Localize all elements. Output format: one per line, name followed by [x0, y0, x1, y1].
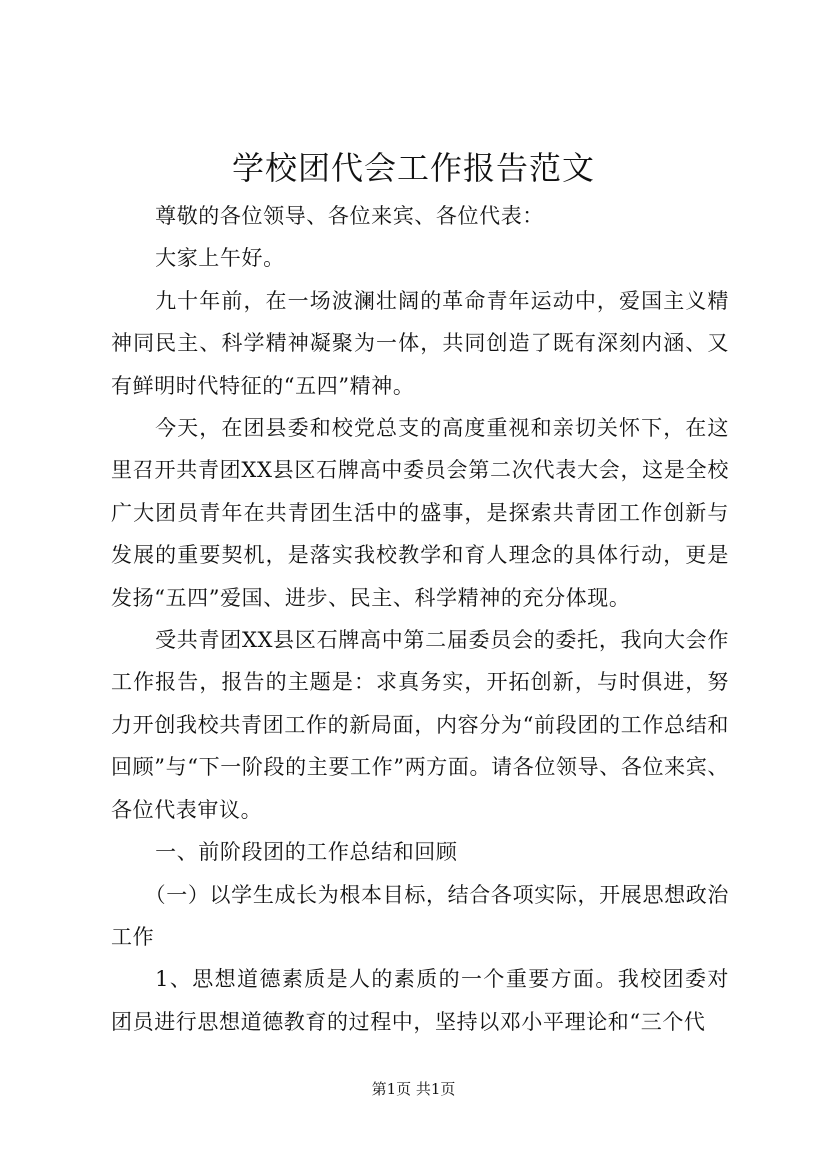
subsection-heading: （一）以学生成长为根本目标，结合各项实际，开展思想政治工作: [111, 882, 729, 949]
paragraph: 受共青团XX县区石牌高中第二届委员会的委托，我向大会作工作报告，报告的主题是：求真务实，开拓创新，与时俱进，努力开创我校共青团工作的新局面，内容分为“前段团的工作总结和回顾”与“下一阶段的主要工作”两方面。请各位领导、各位来宾、各位代表审议。: [111, 628, 729, 822]
document-title: 学校团代会工作报告范文: [231, 149, 595, 187]
paragraph: 今天，在团县委和校党总支的高度重视和亲切关怀下，在这里召开共青团XX县区石牌高中委员会第二次代表大会，这是全校广大团员青年在共青团生活中的盛事，是探索共青团工作创新与发展的重要契机，是落实我校教学和育人理念的具体行动，更是发扬“五四”爱国、进步、民主、科学精神的充分体现。: [111, 416, 729, 610]
paragraph: 九十年前，在一场波澜壮阔的革命青年运动中，爱国主义精神同民主、科学精神凝聚为一体，共同创造了既有深刻内涵、又有鲜明时代特征的“五四”精神。: [111, 288, 729, 398]
greeting: 大家上午好。: [155, 246, 285, 271]
section-heading: 一、前阶段团的工作总结和回顾: [155, 840, 458, 865]
document-body: [111, 195, 729, 1043]
salutation: 尊敬的各位领导、各位来宾、各位代表：: [155, 204, 544, 228]
paragraph: 1、思想道德素质是人的素质的一个重要方面。我校团委对团员进行思想道德教育的过程中，坚持以邓小平理论和“三个代: [111, 967, 729, 1034]
page-footer: 第1页 共1页: [371, 1080, 456, 1098]
